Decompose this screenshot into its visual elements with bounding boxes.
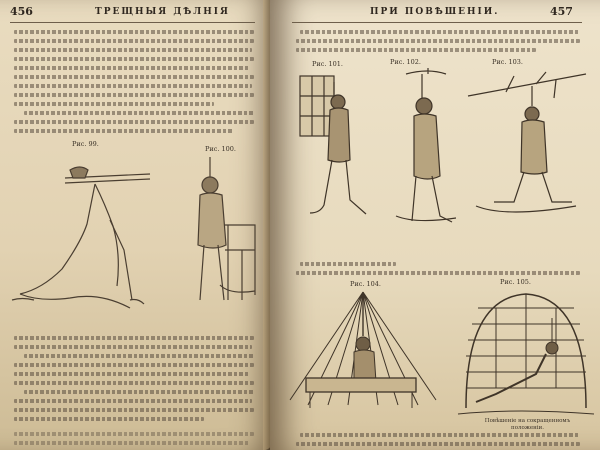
right-running-head: ПРИ ПОВѢШЕНІИ.: [370, 7, 500, 17]
left-header-rule: [10, 22, 255, 23]
figure-99-illustration: [10, 150, 160, 315]
left-page-number: 456: [10, 5, 33, 18]
right-page-number: 457: [550, 5, 573, 18]
figure-104-illustration: [288, 290, 438, 415]
figure-102-illustration: [376, 66, 456, 236]
figure-105-caption: Повѣшеніе на сокращенномъ положеніи.: [484, 418, 571, 431]
figure-100-illustration: [170, 155, 265, 315]
figure-103-label: Рис. 103.: [492, 58, 523, 66]
right-header-rule: [292, 22, 582, 23]
figure-105-illustration: [456, 288, 596, 418]
figure-103-illustration: [466, 66, 590, 226]
left-page: [0, 0, 272, 450]
figure-104-label: Рис. 104.: [350, 280, 381, 288]
figure-99-label: Рис. 99.: [72, 140, 99, 148]
figure-102-label: Рис. 102.: [390, 58, 421, 66]
right-page: [270, 0, 600, 450]
figure-105-label: Рис. 105.: [500, 278, 531, 286]
left-running-head: ТРЕЩНЫЯ ДѢЛНІЯ: [95, 7, 230, 17]
figure-100-label: Рис. 100.: [205, 145, 236, 153]
figure-101-illustration: [294, 72, 372, 232]
figure-101-label: Рис. 101.: [312, 60, 343, 68]
